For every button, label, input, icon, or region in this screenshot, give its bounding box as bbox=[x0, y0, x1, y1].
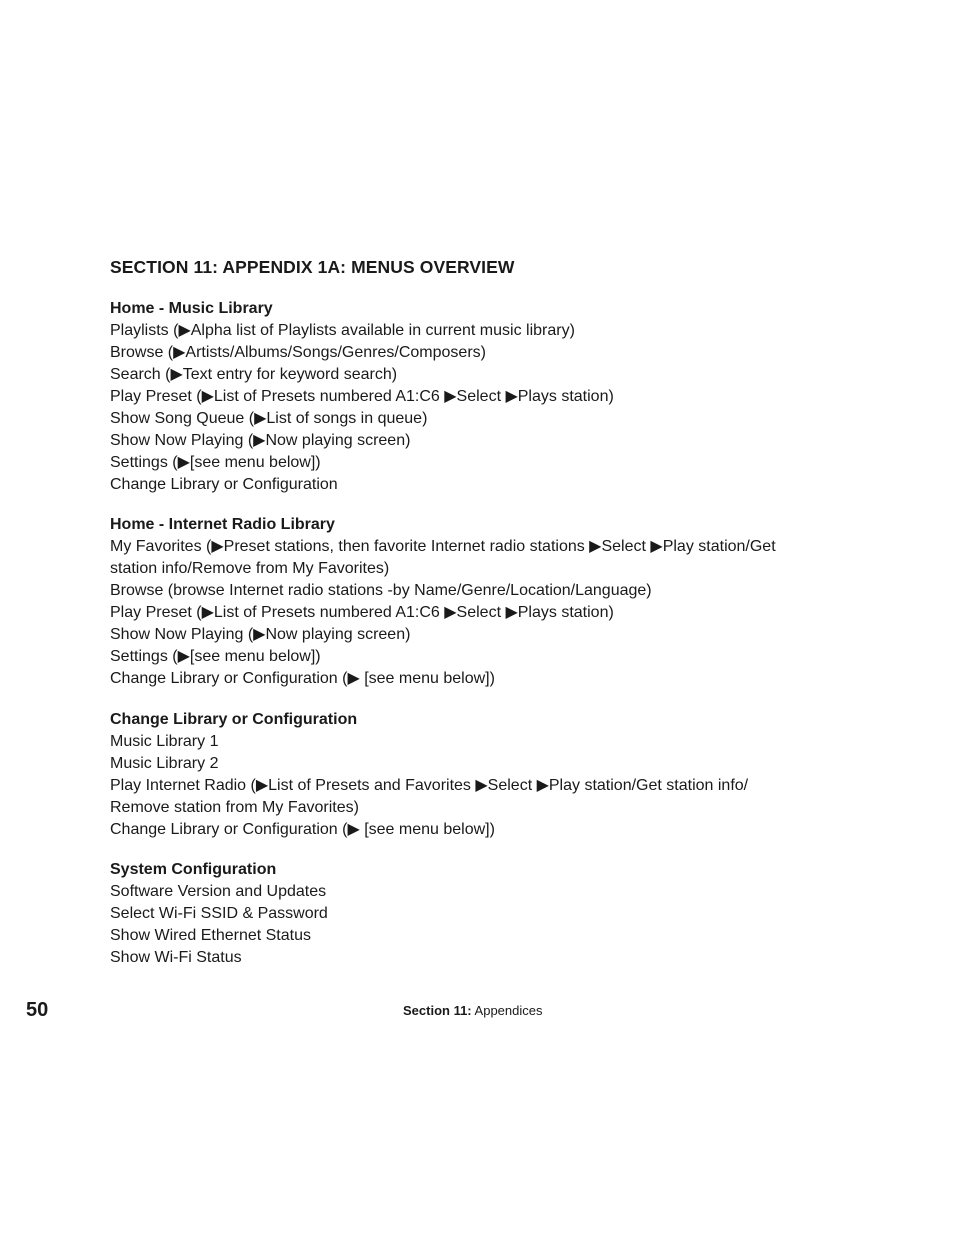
menu-line: Browse (▶Artists/Albums/Songs/Genres/Composers) bbox=[110, 344, 486, 361]
section-home-music-library bbox=[110, 298, 870, 496]
menu-line: Settings (▶[see menu below]) bbox=[110, 648, 321, 665]
page-title: SECTION 11: APPENDIX 1A: MENUS OVERVIEW bbox=[110, 257, 515, 277]
menu-line: Browse (browse Internet radio stations -by Name/Genre/Location/Language) bbox=[110, 582, 652, 599]
section-heading: System Configuration bbox=[110, 861, 277, 878]
menu-line: Show Song Queue (▶List of songs in queue) bbox=[110, 410, 428, 427]
menu-line: Search (▶Text entry for keyword search) bbox=[110, 366, 398, 383]
section-home-internet-radio-library bbox=[110, 514, 870, 690]
menu-line: Show Now Playing (▶Now playing screen) bbox=[110, 626, 411, 643]
menu-line: Music Library 2 bbox=[110, 755, 219, 772]
menu-line: Remove station from My Favorites) bbox=[110, 799, 359, 816]
menu-line: Play Preset (▶List of Presets numbered A1:C6 ▶Select ▶Plays station) bbox=[110, 388, 614, 405]
section-heading: Home - Music Library bbox=[110, 300, 273, 317]
menu-line: Select Wi-Fi SSID & Password bbox=[110, 905, 328, 922]
section-change-library-or-configuration bbox=[110, 709, 870, 841]
menu-line: Play Internet Radio (▶List of Presets and Favorites ▶Select ▶Play station/Get station info/ bbox=[110, 777, 749, 794]
footer-section-label: Section 11: bbox=[403, 1003, 472, 1018]
menu-line: Change Library or Configuration bbox=[110, 476, 338, 493]
menu-line: Change Library or Configuration (▶ [see menu below]) bbox=[110, 670, 495, 687]
footer-section-name: Appendices bbox=[474, 1003, 543, 1018]
section-heading: Change Library or Configuration bbox=[110, 711, 358, 728]
menu-line: Play Preset (▶List of Presets numbered A1:C6 ▶Select ▶Plays station) bbox=[110, 604, 614, 621]
menu-line: Change Library or Configuration (▶ [see menu below]) bbox=[110, 821, 495, 838]
section-system-configuration bbox=[110, 859, 870, 969]
menu-line: Software Version and Updates bbox=[110, 883, 327, 900]
menu-line: My Favorites (▶Preset stations, then favorite Internet radio stations ▶Select ▶Play station/Get bbox=[110, 538, 776, 555]
page-footer bbox=[403, 1002, 543, 1020]
menu-line: Playlists (▶Alpha list of Playlists available in current music library) bbox=[110, 322, 575, 339]
page-number: 50 bbox=[26, 999, 49, 1021]
menu-line: Show Wired Ethernet Status bbox=[110, 927, 311, 944]
menu-line: station info/Remove from My Favorites) bbox=[110, 560, 390, 577]
section-heading: Home - Internet Radio Library bbox=[110, 516, 335, 533]
menu-line: Music Library 1 bbox=[110, 733, 219, 750]
menu-line: Show Wi-Fi Status bbox=[110, 949, 242, 966]
menu-line: Show Now Playing (▶Now playing screen) bbox=[110, 432, 411, 449]
menu-line: Settings (▶[see menu below]) bbox=[110, 454, 321, 471]
